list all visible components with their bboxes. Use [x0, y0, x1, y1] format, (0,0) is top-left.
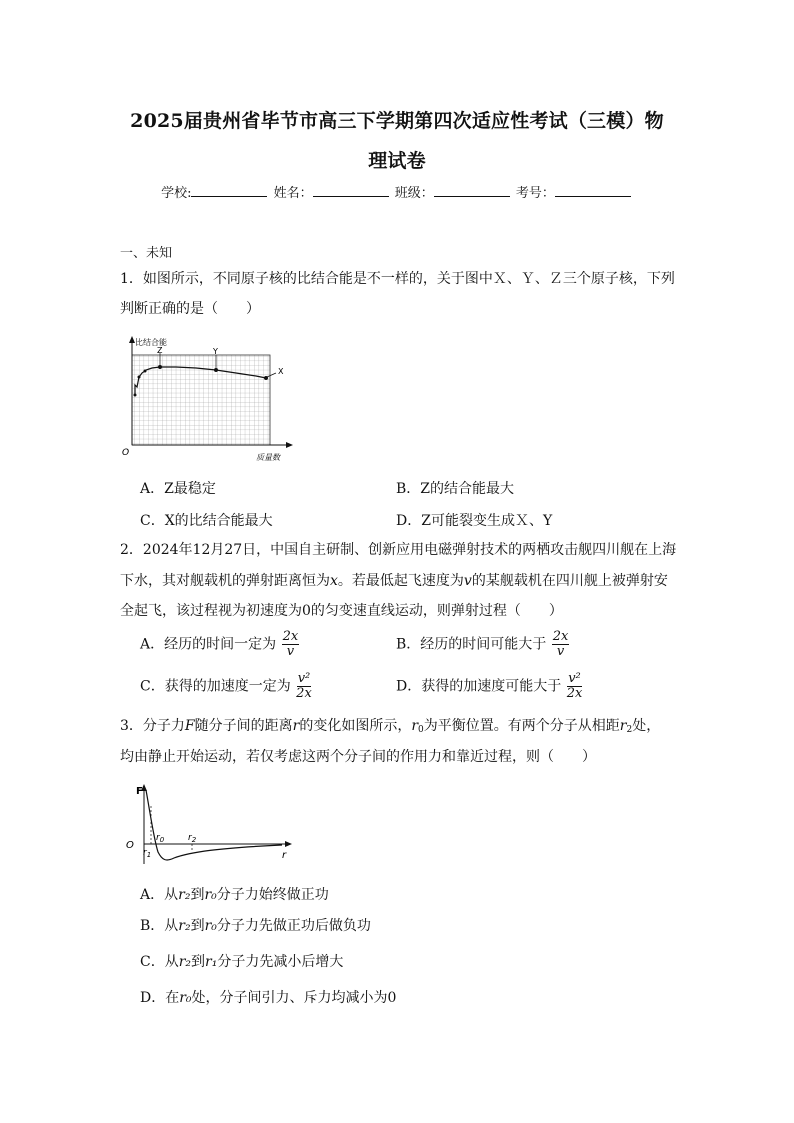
x-axis-label: 质量数	[256, 453, 280, 462]
x-axis-arrow	[286, 442, 293, 448]
option-text: A．经历的时间一定为	[140, 636, 277, 653]
q3-option-c[interactable]	[140, 951, 343, 971]
q3-option-d[interactable]	[140, 987, 396, 1007]
var-F: F	[184, 718, 195, 734]
r2-subscript: 2	[191, 836, 197, 844]
q3-stem-line1	[120, 711, 680, 745]
q1-option-b[interactable]: B．Z的结合能最大	[396, 481, 515, 497]
option-text: B．经历的时间可能大于	[396, 636, 547, 653]
q2-text: 的某舰载机在四川舰上被弹射安	[471, 573, 668, 589]
numerator: 2x	[552, 629, 569, 644]
exam-no-label: 考号：	[515, 186, 555, 201]
option-text: 分子力始终做正功	[216, 887, 329, 903]
school-blank	[191, 184, 267, 197]
numerator: v²	[568, 671, 581, 686]
q2-option-a[interactable]	[140, 630, 299, 659]
molecular-force-figure	[118, 782, 298, 866]
curve-point	[138, 376, 141, 379]
r-axis-arrow	[285, 841, 292, 847]
var-r0	[411, 718, 423, 734]
fraction	[282, 630, 300, 659]
var-x: x	[330, 573, 338, 589]
option-text: D．获得的加速度可能大于	[396, 678, 562, 695]
q3-text: 为平衡位置。有两个分子从相距	[423, 718, 620, 734]
q3-stem-line2: 均由静止开始运动，若仅考虑这两个分子间的作用力和靠近过程，则（ ）	[120, 749, 596, 765]
r0-symbol: r	[411, 718, 419, 734]
numerator: 2x	[282, 629, 299, 644]
symbol: r₀	[204, 887, 217, 903]
q3-text: 的变化如图所示，	[299, 718, 412, 734]
var-r: r	[292, 718, 300, 734]
numerator: v²	[297, 671, 311, 686]
r0-subscript: 0	[418, 725, 424, 735]
name-blank	[313, 184, 389, 197]
x-point-label: X	[278, 367, 284, 376]
var-v: v	[463, 573, 472, 589]
denominator: 2x	[296, 686, 312, 701]
q2-option-c[interactable]	[140, 672, 312, 701]
option-text: A．从	[140, 887, 179, 903]
name-label: 姓名：	[273, 186, 313, 201]
q3-text: 处，	[632, 718, 661, 734]
z-label: Z	[157, 346, 163, 355]
option-text: 分子力先做正功后做负功	[216, 918, 371, 934]
r0-label	[156, 833, 165, 844]
symbol: r₂	[178, 954, 192, 970]
q1-option-d[interactable]: D．Z可能裂变生成Ｘ、Y	[396, 513, 553, 529]
symbol: r₀	[179, 990, 192, 1006]
q2-option-d[interactable]	[396, 672, 582, 701]
option-text: 到	[191, 954, 206, 970]
f-axis-label: F	[136, 786, 143, 797]
q2-text: 下水，其对舰载机的弹射距离恒为	[120, 573, 330, 589]
option-text: D．在	[140, 990, 180, 1006]
fraction	[552, 630, 570, 659]
class-blank	[434, 184, 510, 197]
option-text: C．从	[140, 954, 179, 970]
fraction	[296, 672, 312, 701]
r2-symbol: r	[619, 718, 627, 734]
r-axis-label: r	[282, 850, 287, 861]
y-point-label: Y	[213, 347, 218, 356]
denominator: v	[286, 644, 295, 659]
q2-stem-line2	[120, 566, 680, 596]
q2-text: 。若最低起飞速度为	[337, 573, 464, 589]
denominator: 2x	[566, 686, 583, 701]
r1-subscript: 1	[146, 851, 152, 859]
school-label: 学校:	[161, 186, 192, 201]
q2-stem-line1: 2．2024年12月27日，中国自主研制、创新应用电磁弹射技术的两栖攻击舰四川舰在上海	[120, 542, 677, 558]
q2-stem-line3: 全起飞，该过程视为初速度为0的匀变速直线运动，则弹射过程（ ）	[120, 603, 563, 619]
exam-no-blank	[555, 184, 631, 197]
fraction	[567, 672, 583, 701]
binding-energy-figure	[116, 333, 296, 465]
denominator: v	[556, 644, 565, 659]
r0-symbol: r	[156, 833, 160, 843]
option-text: C．获得的加速度一定为	[140, 678, 291, 695]
q1-option-a[interactable]: A．Z最稳定	[140, 481, 216, 497]
exam-title-line1: 2025届贵州省毕节市高三下学期第四次适应性考试（三模）物	[130, 110, 664, 132]
origin-label: O	[126, 840, 134, 851]
r1-label	[143, 848, 151, 859]
option-text: 到	[190, 918, 205, 934]
section-heading: 一、未知	[120, 246, 173, 261]
r0-subscript: 0	[159, 836, 165, 844]
option-text: 到	[190, 887, 205, 903]
r2-subscript: 2	[626, 725, 633, 735]
symbol: r₂	[178, 887, 191, 903]
y-axis-label: 比结合能	[135, 338, 167, 347]
r1-symbol: r	[143, 848, 147, 858]
r2-symbol: r	[188, 833, 192, 843]
curve-point	[134, 394, 137, 397]
curve-point	[144, 370, 147, 373]
force-curve	[146, 790, 282, 860]
class-label: 班级：	[394, 186, 434, 201]
option-text: 分子力先减小后增大	[217, 954, 344, 970]
origin-label: O	[122, 448, 130, 458]
var-r2	[620, 718, 632, 734]
symbol: r₂	[178, 918, 191, 934]
r2-label	[188, 833, 197, 844]
q3-text: 3．分子力	[120, 718, 185, 734]
q2-option-b[interactable]	[396, 630, 569, 659]
option-text: 处，分子间引力、斥力均减小为0	[191, 990, 397, 1006]
q3-option-a[interactable]	[140, 884, 329, 904]
student-info-line	[0, 182, 794, 201]
q1-option-c[interactable]: C．X的比结合能最大	[140, 513, 273, 529]
symbol: r₀	[204, 918, 217, 934]
q3-option-b[interactable]	[140, 915, 371, 935]
option-text: B．从	[140, 918, 179, 934]
q1-stem-line2: 判断正确的是（ ）	[120, 301, 260, 317]
exam-title-line2: 理试卷	[368, 150, 426, 172]
symbol: r₁	[205, 954, 218, 970]
q3-text: 随分子间的距离	[194, 718, 293, 734]
q1-stem-line1: 1．如图所示，不同原子核的比结合能是不一样的，关于图中Ｘ、Ｙ、Ｚ三个原子核，下列	[120, 271, 675, 287]
